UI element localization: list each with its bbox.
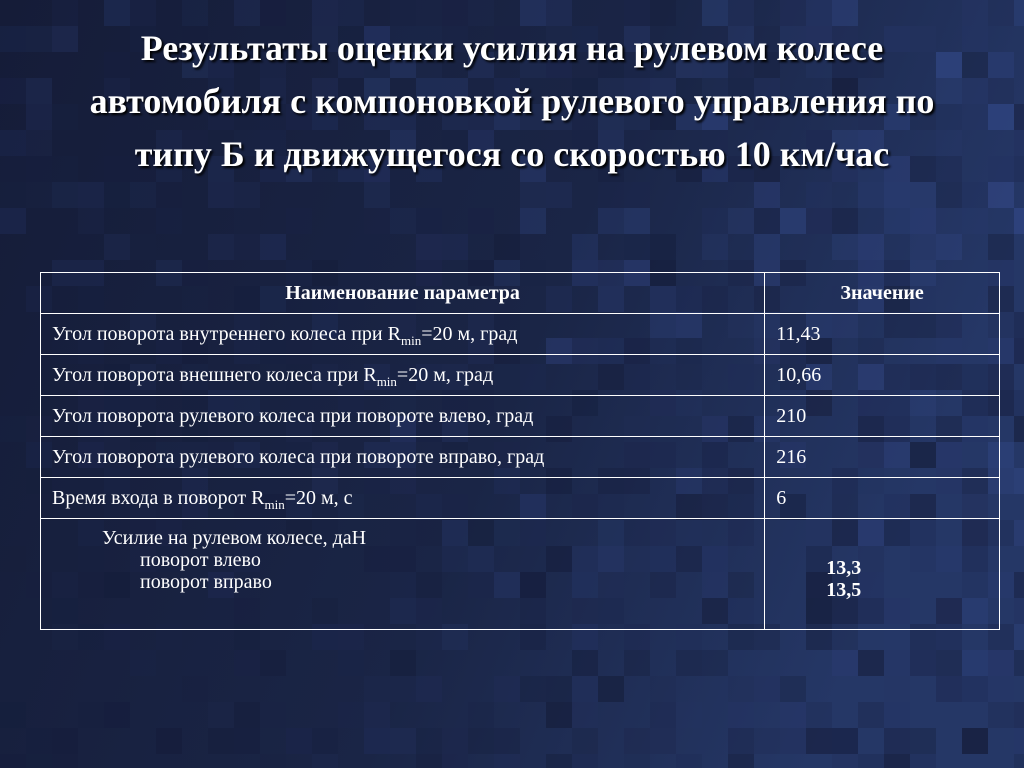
table-row (41, 355, 1000, 396)
steering-force-left-value: 13,3 (826, 557, 862, 579)
title-line-2: автомобиля с компоновкой рулевого управления по (89, 81, 935, 121)
param-label: Угол поворота внутреннего колеса при R (52, 323, 401, 345)
value-cell: 10,66 (765, 355, 1000, 396)
title-line-1: Результаты оценки усилия на рулевом колесе (140, 28, 884, 68)
param-cell: Угол поворота рулевого колеса при повороте вправо, град (41, 437, 765, 478)
table-row-steering-force (41, 519, 1000, 630)
table-row (41, 314, 1000, 355)
param-cell (41, 519, 765, 630)
param-cell: Угол поворота рулевого колеса при повороте влево, град (41, 396, 765, 437)
param-subscript: min (264, 497, 285, 512)
steering-force-right-label: поворот вправо (140, 571, 272, 593)
value-cell: 6 (765, 478, 1000, 519)
steering-force-title: Усилие на рулевом колесе, даН (102, 527, 367, 549)
table-row (41, 437, 1000, 478)
param-cell (41, 355, 765, 396)
slide-title (30, 22, 994, 181)
table-row (41, 396, 1000, 437)
param-label-suffix: =20 м, град (421, 323, 518, 345)
value-cell: 11,43 (765, 314, 1000, 355)
header-parameter-name: Наименование параметра (41, 273, 765, 314)
value-cell: 210 (765, 396, 1000, 437)
param-subscript: min (376, 374, 397, 389)
steering-force-right-value: 13,5 (826, 579, 862, 601)
value-cell: 216 (765, 437, 1000, 478)
steering-force-left-label: поворот влево (140, 549, 261, 571)
param-cell (41, 314, 765, 355)
table-header-row (41, 273, 1000, 314)
header-value: Значение (765, 273, 1000, 314)
param-label-suffix: =20 м, с (284, 487, 353, 509)
param-label-suffix: =20 м, град (396, 364, 494, 386)
value-cell (765, 519, 1000, 630)
title-line-3: типу Б и движущегося со скоростью 10 км/час (134, 134, 890, 174)
param-cell (41, 478, 765, 519)
table-row (41, 478, 1000, 519)
param-subscript: min (400, 333, 422, 348)
steering-force-values (776, 527, 988, 601)
param-label: Время входа в поворот R (52, 487, 265, 509)
parameters-table (40, 272, 1000, 630)
param-label: Угол поворота внешнего колеса при R (52, 364, 377, 386)
